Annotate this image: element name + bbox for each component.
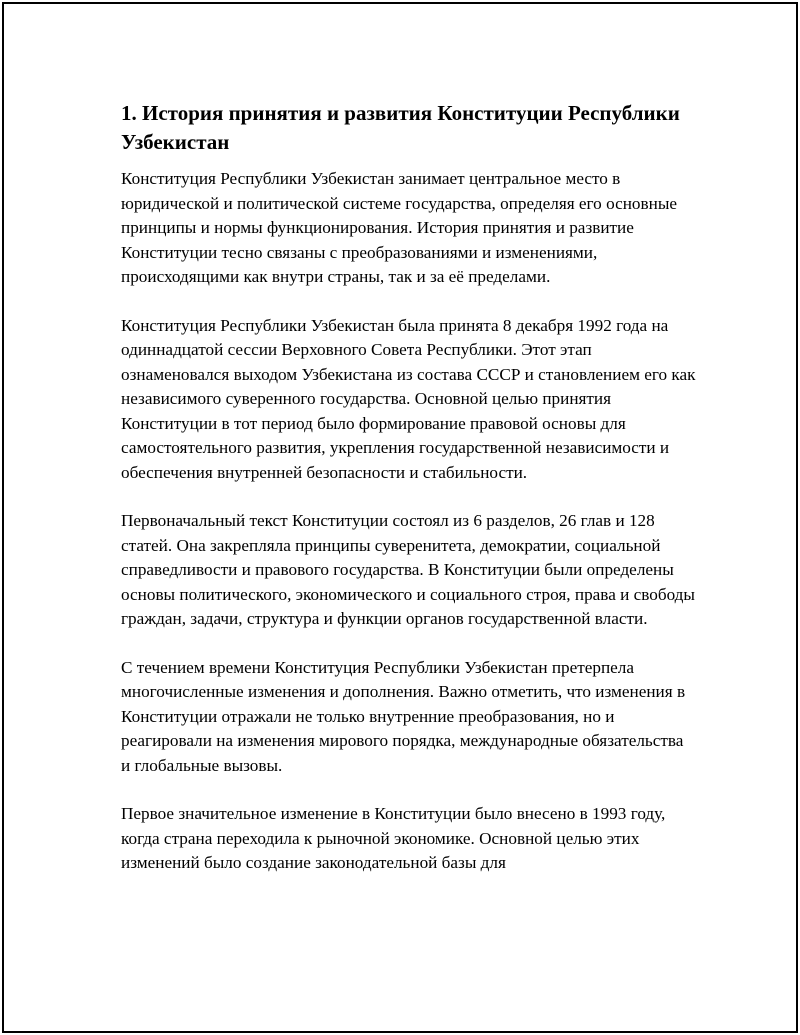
paragraph-1: Конституция Республики Узбекистан занимает центральное место в юридической и политической системе государства, определяя его основные принципы и нормы функционирования. История принятия и развитие Конституции тесно связаны с преобразованиями и изменениями, происходящими как внутри страны, так и за её пределами. [121,169,677,286]
paragraph-3: Первоначальный текст Конституции состоял из 6 разделов, 26 глав и 128 статей. Она закрепляла принципы суверенитета, демократии, социальной справедливости и правового государства. В Конституции были определены основы политического, экономического и социального строя, права и свободы граждан, задачи, структура и функции органов государственной власти. [121,511,695,628]
paragraph-2: Конституция Республики Узбекистан была принята 8 декабря 1992 года на одиннадцатой сессии Верховного Совета Республики. Этот этап ознаменовался выходом Узбекистана из состава СССР и становлением его как независимого суверенного государства. Основной целью принятия Конституции в тот период было формирование правовой основы для самостоятельного развития, укрепления государственной независимости и обеспечения внутренней безопасности и стабильности. [121,315,696,482]
page-frame [2,2,798,1033]
paragraph-4: С течением времени Конституция Республики Узбекистан претерпела многочисленные изменения и дополнения. Важно отметить, что изменения в Конституции отражали не только внутренние преобразования, но и реагировали на изменения мирового порядка, международные обязательства и глобальные вызовы. [121,657,686,775]
paragraph-5: Первое значительное изменение в Конституции было внесено в 1993 году, когда страна переходила к рыночной экономике. Основной целью этих изменений было создание законодательной базы для [121,804,666,872]
section-heading: 1. История принятия и развития Конституции Республики Узбекистан [121,101,680,154]
document-body [121,99,696,900]
